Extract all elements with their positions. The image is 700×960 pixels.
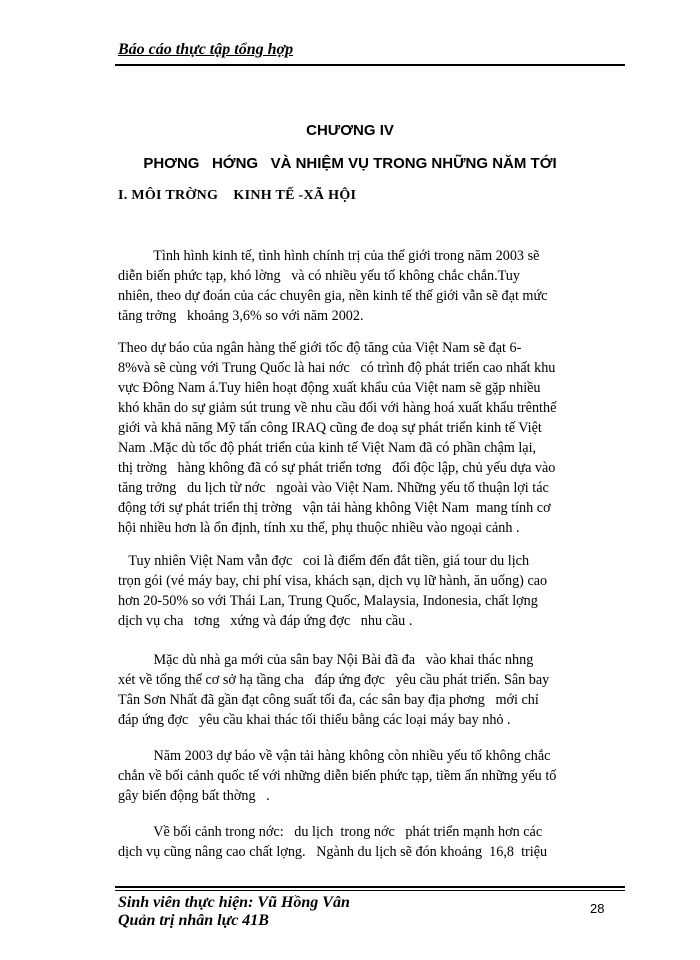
section-heading: I. MÔI TRỜNG KINH TẾ -XÃ HỘI	[118, 188, 357, 203]
paragraph-line: hơn 20-50% so với Thái Lan, Trung Quốc, Malaysia, Indonesia, chất lợng	[118, 593, 538, 609]
paragraph-line: trọn gói (vé máy bay, chi phí visa, khách sạn, dịch vụ lữ hành, ăn uống) cao	[118, 573, 548, 589]
paragraph-line: Tân Sơn Nhất đã gần đạt công suất tối đa, các sân bay địa phơng mới chỉ	[118, 692, 539, 708]
paragraph-line: giới và khả năng Mỹ tấn công IRAQ cũng đe doạ sự phát triển kinh tế Việt	[118, 420, 542, 436]
paragraph-1	[118, 246, 626, 326]
report-title: Báo cáo thực tập tổng hợp	[118, 41, 294, 58]
chapter-title: PHƠNG HỚNG VÀ NHIỆM VỤ TRONG NHỮNG NĂM TỚI	[143, 155, 557, 172]
paragraph-2	[118, 338, 626, 538]
paragraph-line: dịch vụ cha tơng xứng và đáp ứng đợc nhu cầu .	[118, 613, 413, 629]
paragraph-line: gây biến động bất thờng .	[118, 788, 270, 804]
paragraph-line: tăng trởng khoảng 3,6% so với năm 2002.	[118, 308, 364, 324]
paragraph-line: đáp ứng đợc yêu cầu khai thác tối thiểu bằng các loại máy bay nhỏ .	[118, 712, 511, 728]
footer-author: Sinh viên thực hiện: Vũ Hồng Vân	[118, 894, 350, 911]
paragraph-line: nhiên, theo dự đoán của các chuyên gia, nền kinh tế thế giới vẫn sẽ đạt mức	[118, 288, 548, 304]
paragraph-3	[118, 551, 626, 631]
chapter-number: CHƯƠNG IV	[306, 122, 394, 139]
paragraph-line: xét về tổng thể cơ sở hạ tầng cha đáp ứng đợc yêu cầu phát triển. Sân bay	[118, 672, 550, 688]
paragraph-line: vực Đông Nam á.Tuy hiên hoạt động xuất khẩu của Việt nam sẽ gặp nhiều	[118, 380, 541, 396]
footer-class: Quản trị nhân lực 41B	[118, 912, 269, 929]
paragraph-line: khó khăn do sự giảm sút trung về nhu cầu đối với hàng hoá xuất khẩu trênthế	[118, 400, 557, 416]
footer-rule-thin	[115, 890, 625, 891]
paragraph-line: Năm 2003 dự báo về vận tải hàng không còn nhiều yếu tố không chắc	[118, 748, 551, 764]
paragraph-line: Tình hình kinh tế, tình hình chính trị của thế giới trong năm 2003 sẽ	[118, 248, 540, 264]
paragraph-line: tăng trởng du lịch từ nớc ngoài vào Việt Nam. Những yếu tố thuận lợi tác	[118, 480, 549, 496]
paragraph-line: Theo dự báo của ngân hàng thế giới tốc độ tăng của Việt Nam sẽ đạt 6-	[118, 340, 522, 356]
paragraph-line: hội nhiều hơn là ổn định, tính xu thế, phụ thuộc nhiều vào ngoại cảnh .	[118, 520, 520, 536]
header-rule	[115, 64, 625, 66]
paragraph-line: dịch vụ cũng nâng cao chất lợng. Ngành du lịch sẽ đón khoảng 16,8 triệu	[118, 844, 548, 860]
paragraph-line: Về bối cảnh trong nớc: du lịch trong nớc phát triển mạnh hơn các	[118, 824, 543, 840]
paragraph-line: Mặc dù nhà ga mới của sân bay Nội Bài đã đa vào khai thác nhng	[118, 652, 534, 668]
paragraph-6	[118, 822, 626, 862]
footer-rule	[115, 886, 625, 888]
paragraph-line: 8%và sẽ cùng với Trung Quốc là hai nớc có trình độ phát triển cao nhất khu	[118, 360, 556, 376]
paragraph-line: động tới sự phát triển thị trờng vận tải hàng không Việt Nam mang tính cơ	[118, 500, 551, 516]
paragraph-4	[118, 650, 626, 730]
paragraph-line: Nam .Mặc dù tốc độ phát triển của kinh tế Việt Nam đã có phần chậm lại,	[118, 440, 537, 456]
paragraph-line: chắn về bối cảnh quốc tế với những diễn biến phức tạp, tiềm ẩn những yếu tố	[118, 768, 557, 784]
page-number: 28	[590, 901, 605, 916]
paragraph-5	[118, 746, 626, 806]
paragraph-line: Tuy nhiên Việt Nam vẫn đợc coi là điểm đến đắt tiền, giá tour du lịch	[118, 553, 530, 569]
paragraph-line: diễn biến phức tạp, khó lờng và có nhiều yếu tố không chắc chắn.Tuy	[118, 268, 520, 284]
paragraph-line: thị trờng hàng không đã có sự phát triển tơng đối độc lập, chủ yếu dựa vào	[118, 460, 556, 476]
